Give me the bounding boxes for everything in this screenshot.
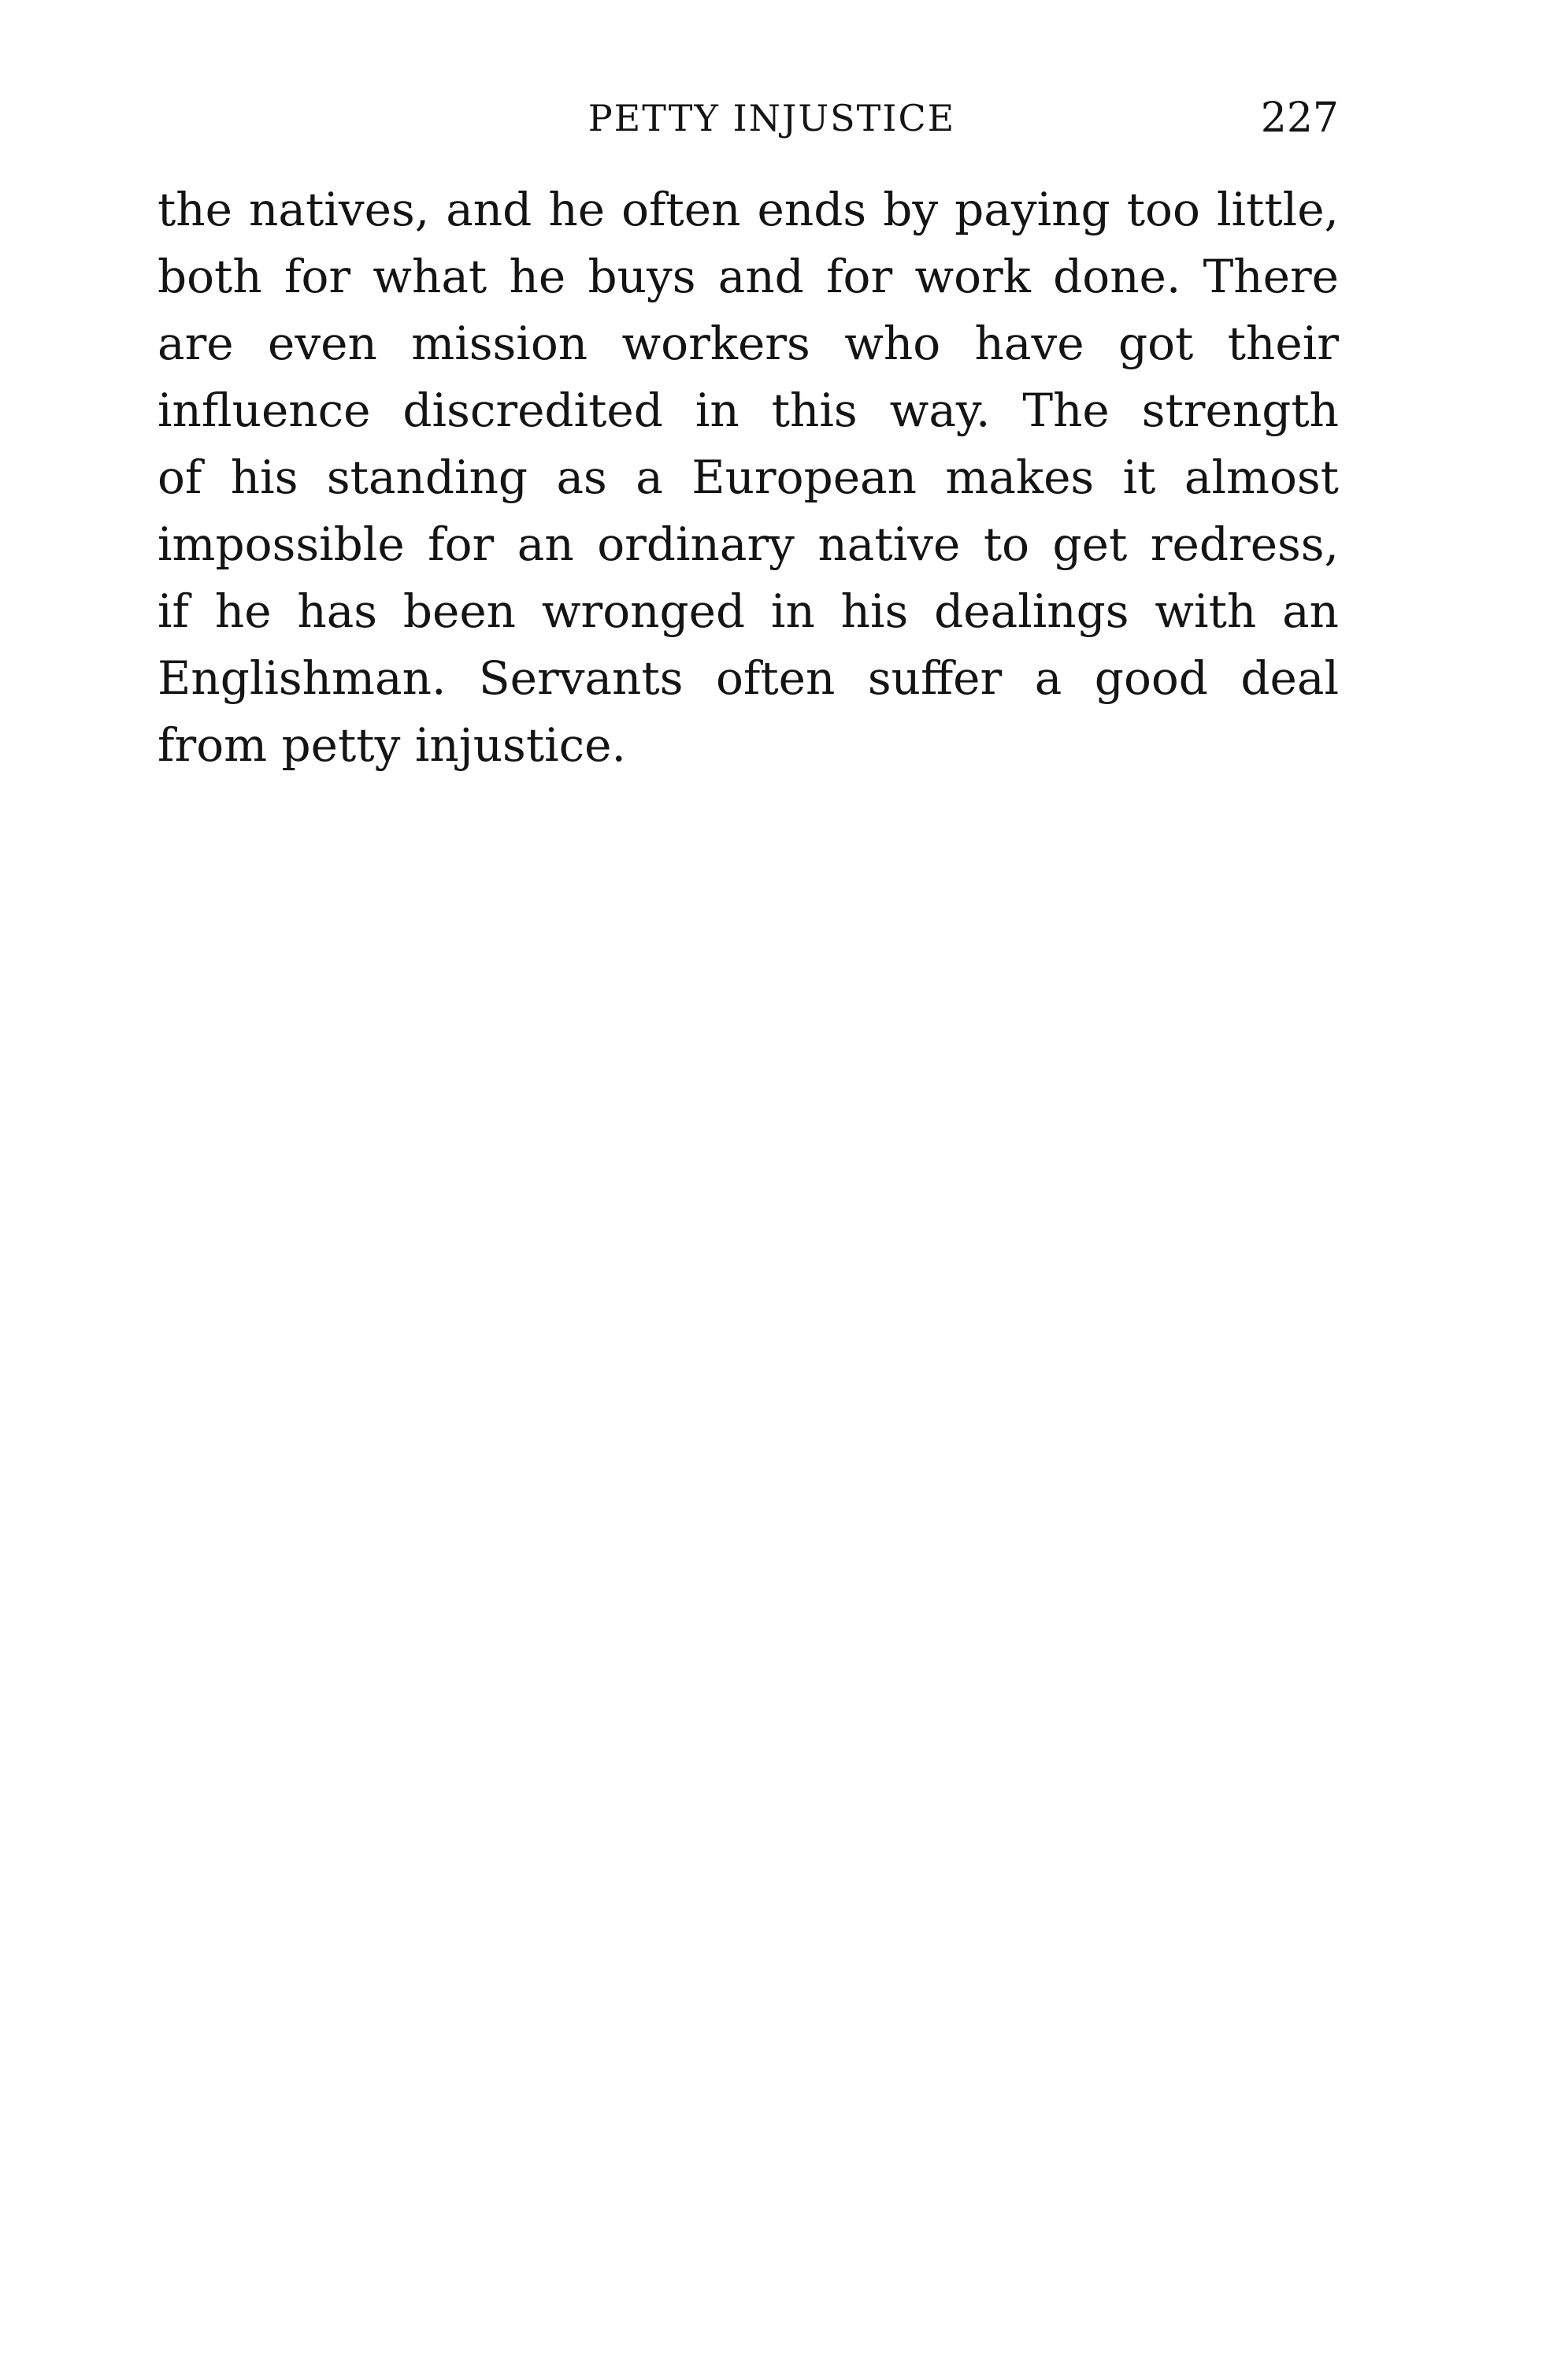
- text-line: the natives, and he often ends by paying too little,: [158, 183, 1339, 236]
- running-title: PETTY INJUSTICE: [588, 97, 956, 139]
- text-line: of his standing as a European makes it almost: [158, 451, 1339, 504]
- text-line: impossible for an ordinary native to get redress,: [158, 517, 1339, 571]
- text-line: both for what he buys and for work done. There: [158, 250, 1339, 303]
- text-line: are even mission workers who have got their: [158, 317, 1339, 370]
- text-line: if he has been wronged in his dealings with an: [158, 584, 1339, 638]
- text-line: Englishman. Servants often suffer a good deal: [158, 651, 1339, 705]
- text-line: influence discredited in this way. The strength: [158, 384, 1339, 437]
- page-number: 227: [1260, 95, 1339, 142]
- running-head: [158, 87, 1339, 158]
- text-line: from petty injustice.: [158, 718, 626, 772]
- body-paragraph: [158, 176, 1339, 779]
